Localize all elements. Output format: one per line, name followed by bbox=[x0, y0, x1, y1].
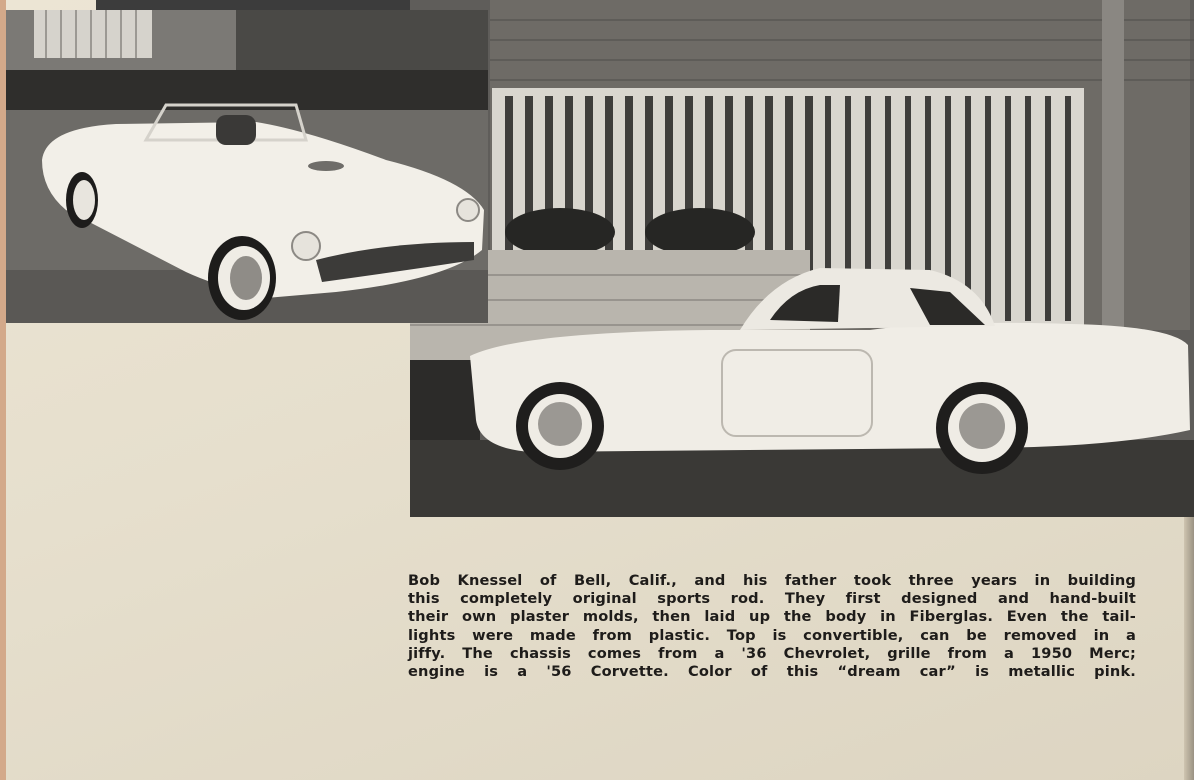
photo-roadster-image bbox=[6, 10, 488, 323]
photo-car-side-image bbox=[410, 0, 1194, 517]
caption-line: their own plaster molds, then laid up the body in Fiberglas. Even the tail- bbox=[408, 608, 1136, 626]
caption-line: jiffy. The chassis comes from a '36 Chevrolet, grille from a 1950 Merc; bbox=[408, 644, 1136, 662]
photo-roadster-front-view bbox=[6, 10, 488, 323]
caption-line: lights were made from plastic. Top is convertible, can be removed in a bbox=[408, 626, 1136, 644]
photo-caption bbox=[408, 572, 1136, 681]
caption-line: this completely original sports rod. They first designed and hand-built bbox=[408, 590, 1136, 608]
photo-car-side-view bbox=[410, 0, 1194, 517]
caption-line: Bob Knessel of Bell, Calif., and his father took three years in building bbox=[408, 572, 1136, 589]
caption-line: engine is a '56 Corvette. Color of this “dream car” is metallic pink. bbox=[408, 663, 1136, 681]
